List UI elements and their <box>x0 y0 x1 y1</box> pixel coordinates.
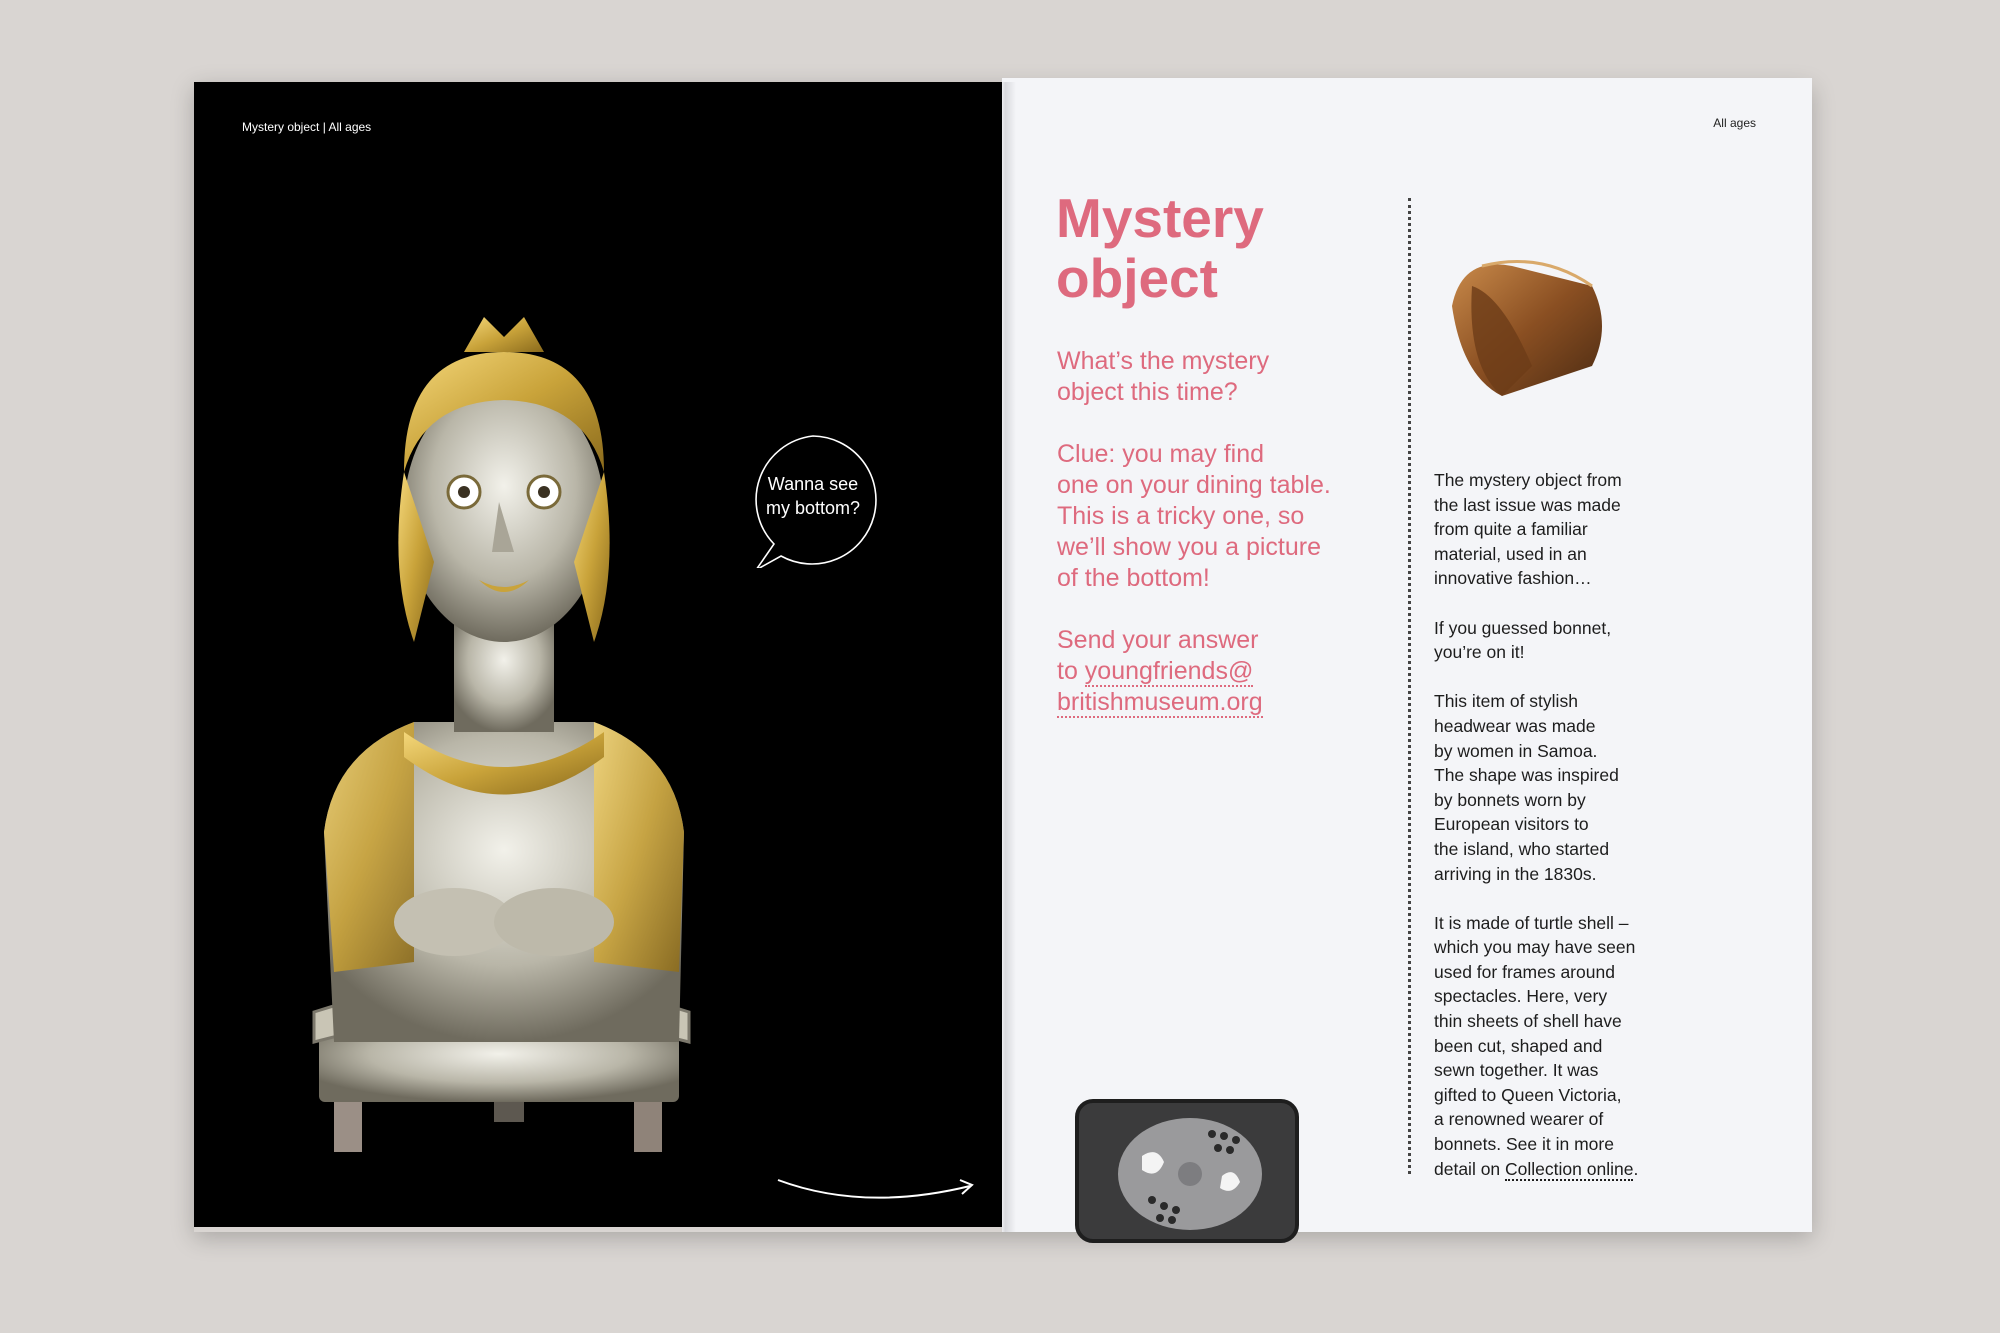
text-line: This is a tricky one, so <box>1057 502 1305 530</box>
text-line: the last issue was made <box>1434 494 1621 515</box>
text-line: thin sheets of shell have <box>1434 1011 1622 1032</box>
question-block <box>1057 346 1387 749</box>
collection-online-link[interactable]: Collection online <box>1505 1158 1634 1179</box>
mystery-object-bottom-image <box>1072 1096 1302 1246</box>
text-line: headwear was made <box>1434 715 1596 736</box>
text-line: The shape was inspired <box>1434 765 1619 786</box>
left-page <box>194 82 1002 1227</box>
text-line: arriving in the 1830s. <box>1434 863 1597 884</box>
text-line: European visitors to <box>1434 814 1589 835</box>
right-running-head: All ages <box>1713 116 1756 130</box>
left-running-head: Mystery object | All ages <box>242 120 372 134</box>
right-page <box>1002 78 1812 1232</box>
text-line: a renowned wearer of <box>1434 1109 1604 1130</box>
answer-paragraph-4 <box>1434 911 1656 1182</box>
text-line: by bonnets worn by <box>1434 789 1586 810</box>
text-line: innovative fashion… <box>1434 568 1592 589</box>
text-line: What’s the mystery <box>1057 347 1270 375</box>
turtle-shell-bonnet-image <box>1442 246 1612 406</box>
text-line: used for frames around <box>1434 961 1615 982</box>
text-line: one on your dining table. <box>1057 471 1331 499</box>
answer-paragraph-1 <box>1434 468 1656 591</box>
clue-paragraph <box>1057 439 1387 594</box>
gilded-bust-statue-image <box>294 312 714 1172</box>
text-line: to <box>1057 657 1085 685</box>
question-paragraph <box>1057 346 1387 408</box>
page-title <box>1056 188 1416 308</box>
speech-bubble-line: my bottom? <box>765 498 861 518</box>
text-line: Send your answer <box>1057 626 1259 654</box>
speech-bubble-line: Wanna see <box>767 474 859 494</box>
text-line: we’ll show you a picture <box>1057 533 1322 561</box>
text-line: you’re on it! <box>1434 642 1525 663</box>
column-divider <box>1408 198 1411 1174</box>
email-link[interactable]: youngfriends@ <box>1084 657 1254 685</box>
speech-bubble-text <box>746 472 880 520</box>
text-line: been cut, shaped and <box>1434 1035 1603 1056</box>
text-line: which you may have seen <box>1434 937 1636 958</box>
text-line: by women in Samoa. <box>1434 740 1598 761</box>
send-paragraph <box>1057 625 1387 718</box>
text-line: gifted to Queen Victoria, <box>1434 1084 1622 1105</box>
text-line: object this time? <box>1057 378 1238 406</box>
email-link[interactable]: britishmuseum.org <box>1057 688 1263 716</box>
magazine-spread <box>194 82 1812 1232</box>
answer-paragraph-2 <box>1434 616 1656 665</box>
text-line: Clue: you may find <box>1057 440 1265 468</box>
text-line: sewn together. It was <box>1434 1060 1599 1081</box>
answer-paragraph-3 <box>1434 689 1656 886</box>
text-line: It is made of turtle shell – <box>1434 912 1629 933</box>
text-line: material, used in an <box>1434 543 1587 564</box>
text-line: spectacles. Here, very <box>1434 986 1608 1007</box>
answer-column <box>1434 468 1656 1206</box>
text-line: from quite a familiar <box>1434 519 1588 540</box>
curved-arrow-icon <box>774 1172 984 1212</box>
text-line: bonnets. See it in more <box>1434 1134 1614 1155</box>
text-line: detail on <box>1434 1158 1506 1179</box>
title-line: Mystery <box>1056 187 1264 249</box>
text-line: of the bottom! <box>1057 564 1210 592</box>
text-line: This item of stylish <box>1434 691 1578 712</box>
text-line: If you guessed bonnet, <box>1434 617 1612 638</box>
text-line: The mystery object from <box>1434 470 1622 490</box>
title-line: object <box>1056 247 1218 309</box>
text-line: the island, who started <box>1434 838 1610 859</box>
text-line: . <box>1633 1158 1639 1179</box>
